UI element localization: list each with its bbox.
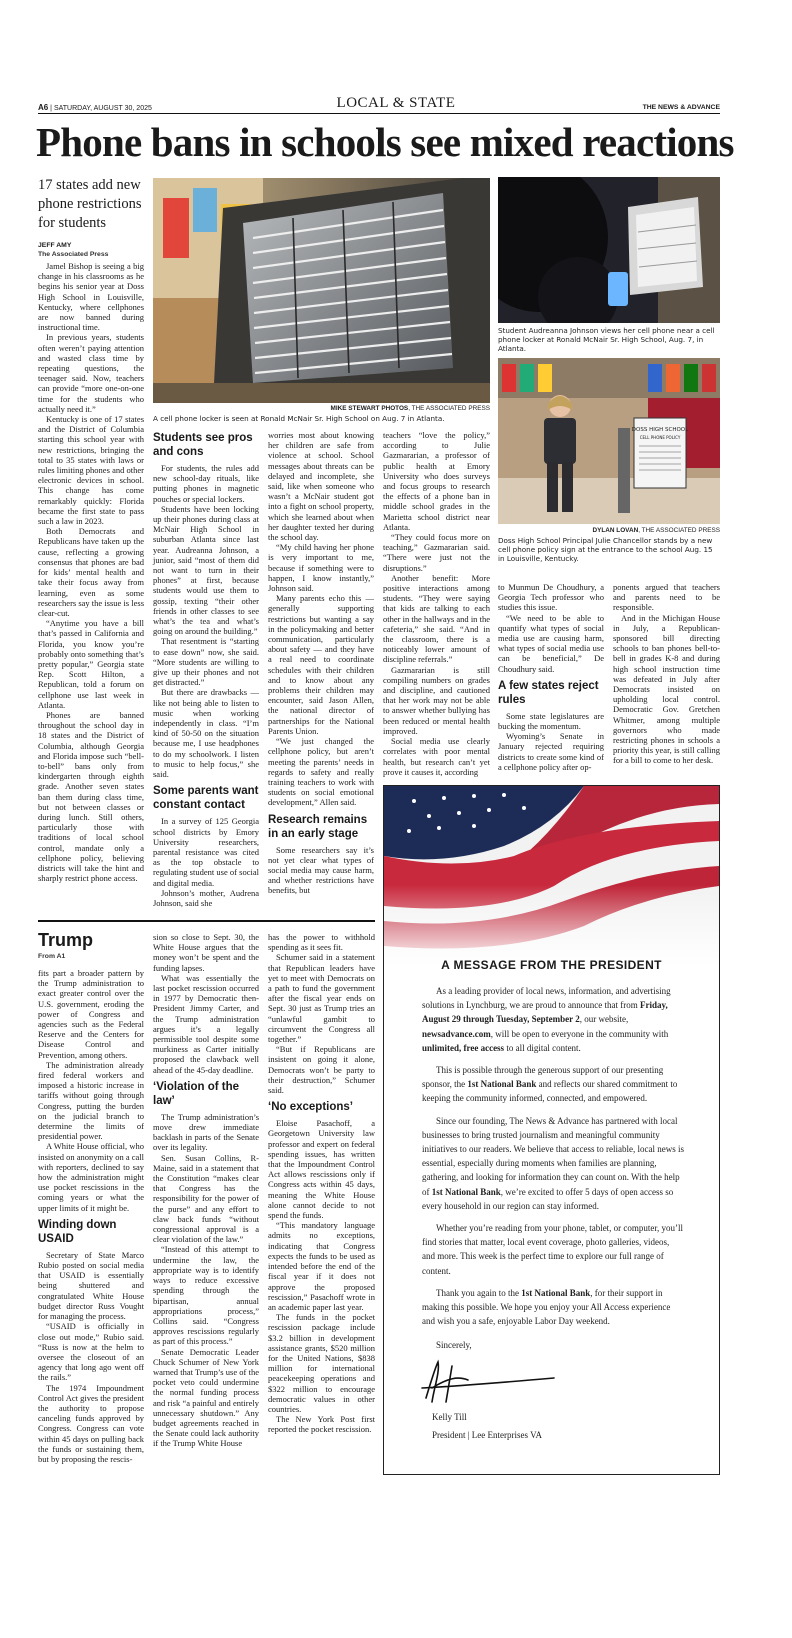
message-title: A MESSAGE FROM THE PRESIDENT bbox=[441, 958, 662, 972]
message-signature-block bbox=[432, 1408, 682, 1444]
header-rule bbox=[38, 113, 720, 114]
subhead-research: Research remains in an early stage bbox=[268, 813, 368, 840]
byline: JEFF AMY bbox=[38, 242, 72, 249]
story-col5: to Munmun De Choudhury, a Georgia Tech professor who studies this issue. “We need to be able to quantify what types of social media use are causing harm, what types of social media use can be beneficial,” De Choudhury said. A few states reject rules Some state legislatures are bucking the momentum. Wyoming’s Senate in January rejected requiring districts to create some kind of a cellphone policy after op- bbox=[498, 582, 604, 772]
sign-title: DOSS HIGH SCHOOL bbox=[631, 427, 689, 433]
subhead-students: Students see pros and cons bbox=[153, 432, 253, 458]
president-message-box bbox=[383, 785, 720, 1475]
headline: Phone bans in schools see mixed reactions bbox=[36, 119, 734, 165]
story-col4: teachers “love the policy,” according to Julie Gazmararian, a professor of public health at Emory University who does surveys and focus groups to research the effects of a phone ban in middle school grades in the Marietta school district near Atlanta. “They could focus more on teaching,” Gazmararian said. “There were just not the disruptions.” Another benefit: More positive interactions among students. “They were saying that kids are talking to each other in the hallways and in the cafeteria,” she said. “And in the classroom, there is a noticeably lower amount of discipline referrals.” Gazmararian is still compiling numbers on grades and discipline, and cautioned that her work may not be able to answer whether bullying has been reduced or mental health improved. Social media use clearly correlates with poor mental health, but research can’t yet prove it causes it, according bbox=[383, 430, 490, 777]
sign-subtitle: CELL PHONE POLICY bbox=[639, 435, 681, 440]
trump-col1: Trump From A1 fits part a broader pattern by the Trump administration to exact greater control over the U.S. government, eroding the power of Congress and agencies such as the Federal Reserve and the Centers for Disease Control and Prevention, among others. The administration already fired federal workers and imposed a historic increase in tariffs without going through Congress, putting the burden on the judicial branch to determine the limits of presidential power. A White House official, who insisted on anonymity on a call with reporters, declined to say how the administration might use pocket rescissions in the coming years or what the upper limits of it might be. Winding down USAID Secretary of State Marco Rubio posted on social media that USAID is essentially being shuttered and congratulated White House budget director Russ Vought for managing the process. “USAID is officially in close out mode,” Rubio said. “Russ is now at the helm to oversee the closeout of an agency that long ago went off the rails.” The 1974 Impoundment Control Act gives the president the authority to propose canceling funds approved by Congress. Congress can vote within 45 days on pulling back the funds or sustaining them, but by proposing the rescis- bbox=[38, 930, 144, 1464]
subhead-no-exceptions: ‘No exceptions’ bbox=[268, 1101, 353, 1114]
signature-image bbox=[418, 1358, 558, 1406]
story-col1: Jamel Bishop is seeing a big change in his classrooms as he begins his senior year at Doss High School in Louisville, Kentucky, where cellphones are now banned during instructional time. In previous years, students often weren’t paying attention and wasted class time by repeating questions, the teenager said. Now, teachers can provide “more one-on-one time for the students who actually need it.” Kentucky is one of 17 states and the District of Columbia starting this school year with new restrictions, bringing the total to 35 states with laws or rules limiting phones and other electronic devices in school. This change has come remarkably quickly: Florida became the first state to pass such a law in 2023. Both Democrats and Republicans have taken up the cause, reflecting a growing consensus that phones are bad for kids’ mental health and take their focus away from learning, even as some researchers say the issue is less clear-cut. “Anytime you have a bill that’s passed in California and Florida, you know you’re probably onto something that’s pretty popular,” Georgia state Rep. Scott Hilton, a Republican, told a forum on cellphone use last week in Atlanta. Phones are banned throughout the school day in 18 states and the District of Columbia, although Georgia and Florida impose such “bell-to-bell” bans only from kindergarten through eighth grade. Another seven states ban them during class time, but not between classes or during lunch. Still others, particularly those with traditions of local school control, mandate only a cellphone policy, believing districts will take the hint and sharply restrict phone access. bbox=[38, 261, 144, 884]
main-photo-credit: MIKE STEWART PHOTOS, THE ASSOCIATED PRESS bbox=[330, 405, 490, 412]
section-title: LOCAL & STATE bbox=[336, 95, 456, 111]
bottom-right-photo-credit: DYLAN LOVAN, THE ASSOCIATED PRESS bbox=[592, 527, 720, 534]
message-signoff: Sincerely, bbox=[436, 1340, 472, 1351]
story-col3: worries most about knowing her children are safe from violence at school. School messages about threats can be delayed and incomplete, she said, like when someone who wasn’t a McNair student got into a fight on school property, which she learned about when her daughter texted her during the school day. “My child having her phone is very important to me, because if something were to happen, I know instantly,” Johnson said. Many parents echo this — generally supporting restrictions but wanting a say in the policymaking and better communication, particularly about safety — and they have a real need to coordinate schedules with their children and to know about any problems their children may encounter, said Jason Allen, the national director of partnerships for the National Parents Union. “We just changed the cellphone policy, but aren’t meeting the parents’ needs in regards to safety and really training teachers to work with students on social emotional development,” Allen said. Research remains in an early stage Some researchers say it’s not yet clear what types of social media may cause harm, and whether restrictions have benefits, but bbox=[268, 430, 374, 896]
signer-name: Kelly Till bbox=[432, 1412, 467, 1422]
story-col2: Students see pros and cons For students, the rules add new school-day rituals, like putting phones in magnetic pouches or special lockers. Students have been locking up their phones during class at McNair High School in suburban Atlanta since last year. Audreanna Johnson, a junior, said “most of them did not want to turn in their phones” at first, because students would use them to gossip, texting “their other friends in other classes to see what’s the tea and what’s going on around the building.” That resentment is “starting to ease down” now, she said. “More students are willing to give up their phones and not get distracted.” But there are drawbacks — like not being able to listen to music when working independently in class. “I’m kind of 50-50 on the situation because me, I use headphones to do my schoolwork. I listen to music to help focus,” she said. Some parents want constant contact In a survey of 125 Georgia school districts by Emory University researchers, parental resistance was cited as the top obstacle to regulating student use of social and digital media. Johnson’s mother, Audrena Johnson, said she bbox=[153, 432, 259, 908]
subhead-parents: Some parents want constant contact bbox=[153, 785, 259, 812]
trump-headline: Trump bbox=[38, 930, 94, 950]
trump-col2: sion so close to Sept. 30, the White House argues that the money won’t be spent and the funding lapses. What was essentially the last pocket rescission occurred in 1977 by Democratic then-President Jimmy Carter, and the Trump administration argues it’s a legally permissible tool despite some murkiness as Carter initially proposed the clawback well ahead of the 45-day deadline. ‘Violation of the law’ The Trump administration’s move drew immediate backlash in parts of the Senate over its legality. Sen. Susan Collins, R-Maine, said in a statement that the Constitution “makes clear that Congress has the responsibility for the power of the purse” and any effort to claw back funds “without congressional approval is a clear violation of the law.” “Instead of this attempt to undermine the law, the appropriate way is to identify ways to reduce excessive spending through the bipartisan, annual appropriations process,” Collins said. “Congress approves rescissions regularly as part of this process.” Senate Democratic Leader Chuck Schumer of New York warned that Trump’s use of the pocket veto could undermine the normal funding process and risk “a painful and entirely unnecessary shutdown.” Any budget agreements reached in the Senate could lack authority if the Trump White House bbox=[153, 932, 259, 1449]
main-photo-caption: A cell phone locker is seen at Ronald McNair Sr. High School on Aug. 7 in Atlanta. bbox=[153, 414, 445, 423]
dek: 17 states add new phone restrictions for students bbox=[38, 177, 142, 231]
page-folio: A6 | SATURDAY, AUGUST 30, 2025 bbox=[38, 103, 152, 112]
top-right-photo-caption: Student Audreanna Johnson views her cell phone near a cell phone locker at Ronald McNair Sr. High School, Aug. 7, in Atlanta. bbox=[498, 326, 715, 353]
principal-sign-illustration bbox=[498, 358, 720, 524]
paper-name: THE NEWS & ADVANCE bbox=[642, 104, 720, 111]
student-phone-illustration bbox=[498, 177, 720, 323]
bottom-right-photo-caption: Doss High School Principal Julie Chancellor stands by a new cell phone policy sign at the entrance to the school Aug. 15 in Louisville, Kentucky. bbox=[498, 536, 713, 563]
message-body: As a leading provider of local news, information, and advertising solutions in Lynchburg, we are proud to announce that from Friday, August 29 through Tuesday, September 2, our website, newsadvance.com, will be open to everyone in the community with unlimited, free access to all digital content. This is possible through the generous support of our presenting sponsor, the 1st National Bank and reflects our shared commitment to keeping the community informed, connected, and empowered. Since our founding, The News & Advance has partnered with local businesses to bring trusted journalism and meaningful community initiatives to our readers. We believe that access to reliable, local news is essential, especially during moments when families are planning, gathering, and looking for information they can count on. With the help of 1st National Bank, we’re excited to offer 5 days of open access so every household in our region can stay informed. Whether you’re reading from your phone, tablet, or computer, you’ll find stories that matter, local event coverage, photo galleries, videos, and more. This week is the perfect time to explore our full range of content. Thank you again to the 1st National Bank, for their support in making this possible. We hope you enjoy your All Access experience and wish you a safe, enjoyable Labor Day weekend. Sincerely, bbox=[422, 984, 684, 1361]
top-right-photo-student bbox=[498, 177, 720, 323]
trump-col3: has the power to withhold spending as it sees fit. Schumer said in a statement that Republican leaders have yet to meet with Democrats on a path to fund the government after the fiscal year ends on Sept. 30 just as Trump tries an “unlawful gambit to circumvent the Congress all together.” “But if Republicans are insistent on going it alone, Democrats won’t be party to their destruction,” Schumer said. ‘No exceptions’ Eloise Pasachoff, a Georgetown University law professor and expert on federal spending issues, has written that the Impoundment Control Act allows rescissions only if Congress acts within 45 days, meaning the White House alone cannot decide to not spend the funds. “This mandatory language admits no exceptions, indicating that Congress expects the funds to be used as intended before the end of the fiscal year if it does not approve the proposed rescission,” Pasachoff wrote in an academic paper last year. The funds in the pocket rescission package include $3.2 billion in development assistance grants, $520 million for the United Nations, $838 million for international peacekeeping operations and $322 million to encourage democratic values in other countries. The New York Post first reported the pocket rescission. bbox=[268, 932, 375, 1435]
story-col6: ponents argued that teachers and parents need to be responsible. And in the Michigan House in July, a Republican-sponsored bill directing schools to ban phones bell-to-bell in grades K-8 and during high school instruction time was defeated in July after Democrats insisted on upholding local control. Democratic Gov. Gretchen Whitmer, among multiple governors who made restricting phones in schools a priority this year, is still calling for a bill to come to her desk. bbox=[613, 582, 720, 766]
subhead-usaid: Winding down USAID bbox=[38, 1218, 117, 1245]
byline-org: The Associated Press bbox=[38, 251, 109, 258]
bottom-right-photo-principal bbox=[498, 358, 720, 524]
trump-jump-from: From A1 bbox=[38, 953, 66, 960]
subhead-violation: ‘Violation of the law’ bbox=[153, 1080, 240, 1107]
subhead-states: A few states reject rules bbox=[498, 679, 599, 706]
section-divider bbox=[38, 920, 375, 922]
phone-locker-illustration bbox=[153, 178, 490, 403]
american-flag-illustration bbox=[384, 786, 719, 966]
main-photo-phone-locker bbox=[153, 178, 490, 403]
signer-title: President | Lee Enterprises VA bbox=[432, 1430, 542, 1440]
